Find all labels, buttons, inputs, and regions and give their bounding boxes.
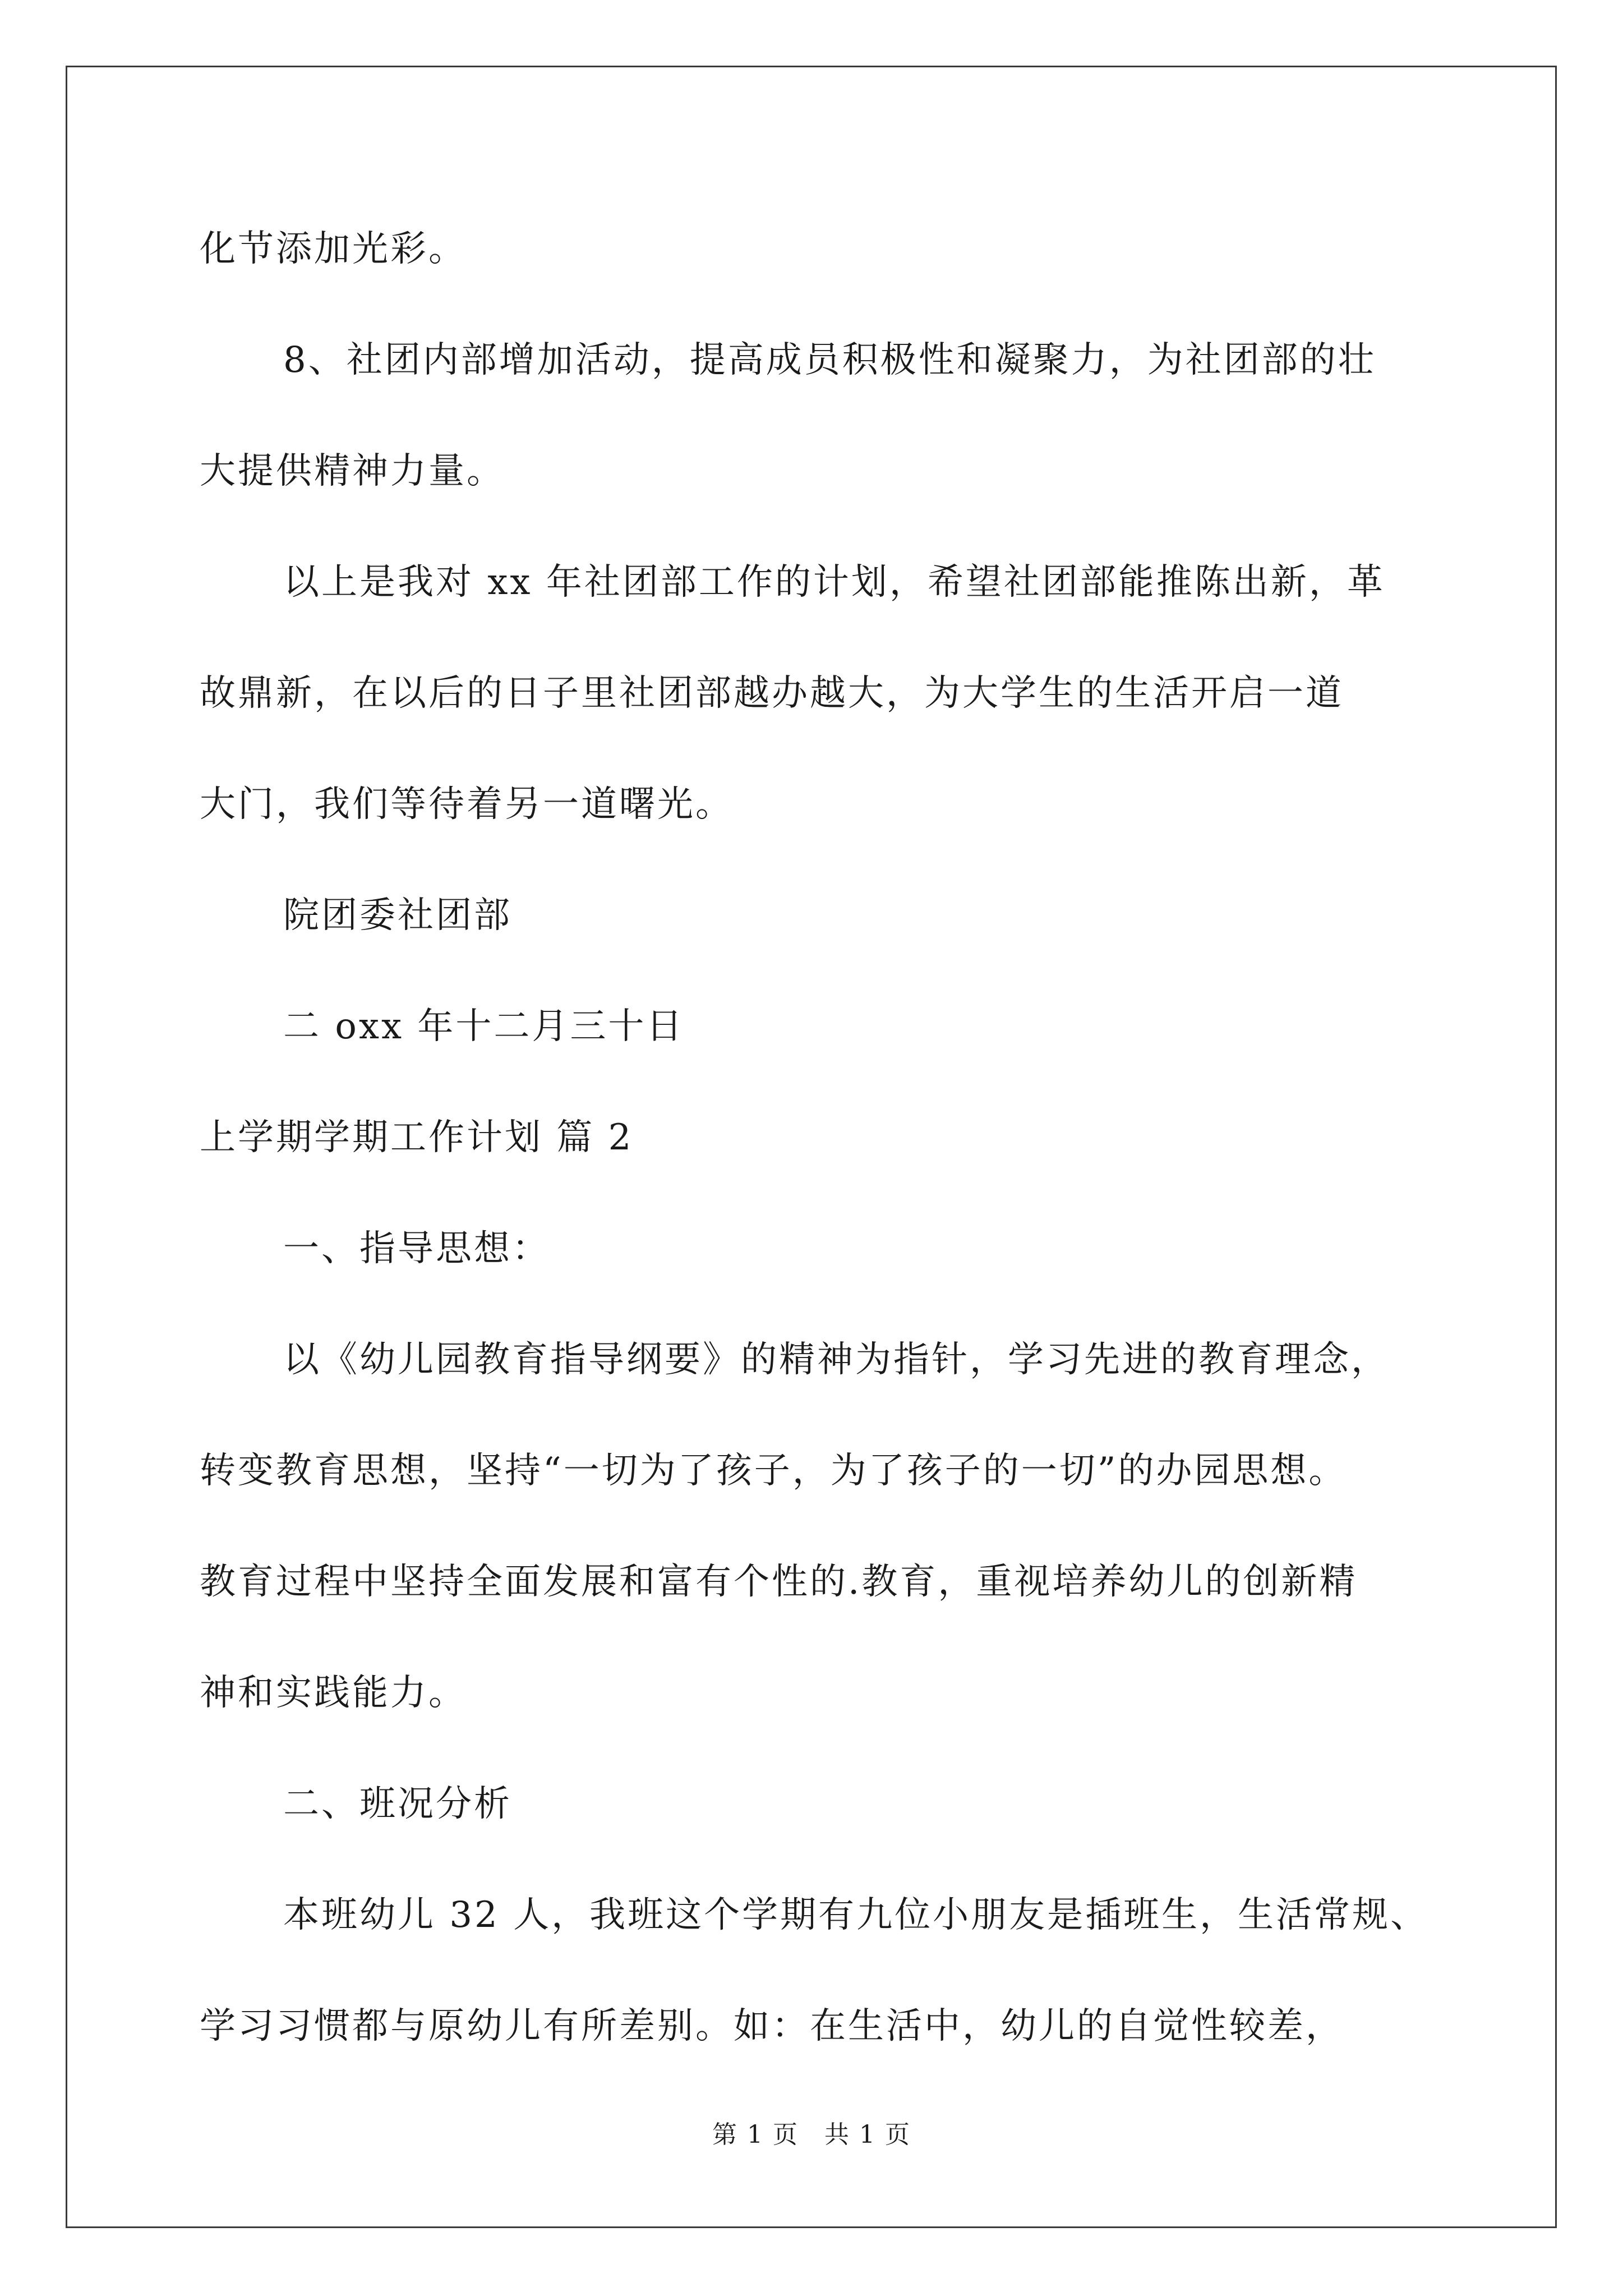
page-number: 第 1 页 — [712, 2120, 799, 2149]
signature-date: 二 oxx 年十二月三十日 — [283, 1006, 685, 1047]
body-line-3: 大提供精神力量。 — [200, 450, 505, 492]
body-line-14: 神和实践能力。 — [200, 1672, 467, 1714]
body-line-11: 以《幼儿园教育指导纲要》的精神为指针，学习先进的教育理念， — [283, 1339, 1389, 1381]
signature-org: 院团委社团部 — [283, 895, 512, 936]
page-footer — [0, 2119, 1623, 2151]
body-line-5: 故鼎新，在以后的日子里社团部越办越大，为大学生的生活开启一道 — [200, 673, 1344, 714]
subheading-class-analysis: 二、班况分析 — [283, 1783, 512, 1825]
body-line-12: 转变教育思想，坚持“一切为了孩子，为了孩子的一切”的办园思想。 — [200, 1450, 1347, 1492]
body-line-17: 学习习惯都与原幼儿有所差别。如：在生活中，幼儿的自觉性较差， — [200, 2005, 1344, 2047]
body-line-1: 化节添加光彩。 — [200, 228, 467, 270]
body-line-13: 教育过程中坚持全面发展和富有个性的.教育，重视培养幼儿的创新精 — [200, 1561, 1358, 1603]
section-heading: 上学期学期工作计划 篇 2 — [200, 1117, 634, 1158]
body-line-2: 8、社团内部增加活动，提高成员积极性和凝聚力，为社团部的壮 — [283, 339, 1376, 381]
page-total: 共 1 页 — [824, 2120, 911, 2149]
body-line-4: 以上是我对 xx 年社团部工作的计划，希望社团部能推陈出新，革 — [283, 562, 1385, 603]
subheading-guiding-thought: 一、指导思想： — [283, 1228, 550, 1269]
body-line-16: 本班幼儿 32 人，我班这个学期有九位小朋友是插班生，生活常规、 — [283, 1894, 1429, 1936]
body-line-6: 大门，我们等待着另一道曙光。 — [200, 784, 734, 825]
